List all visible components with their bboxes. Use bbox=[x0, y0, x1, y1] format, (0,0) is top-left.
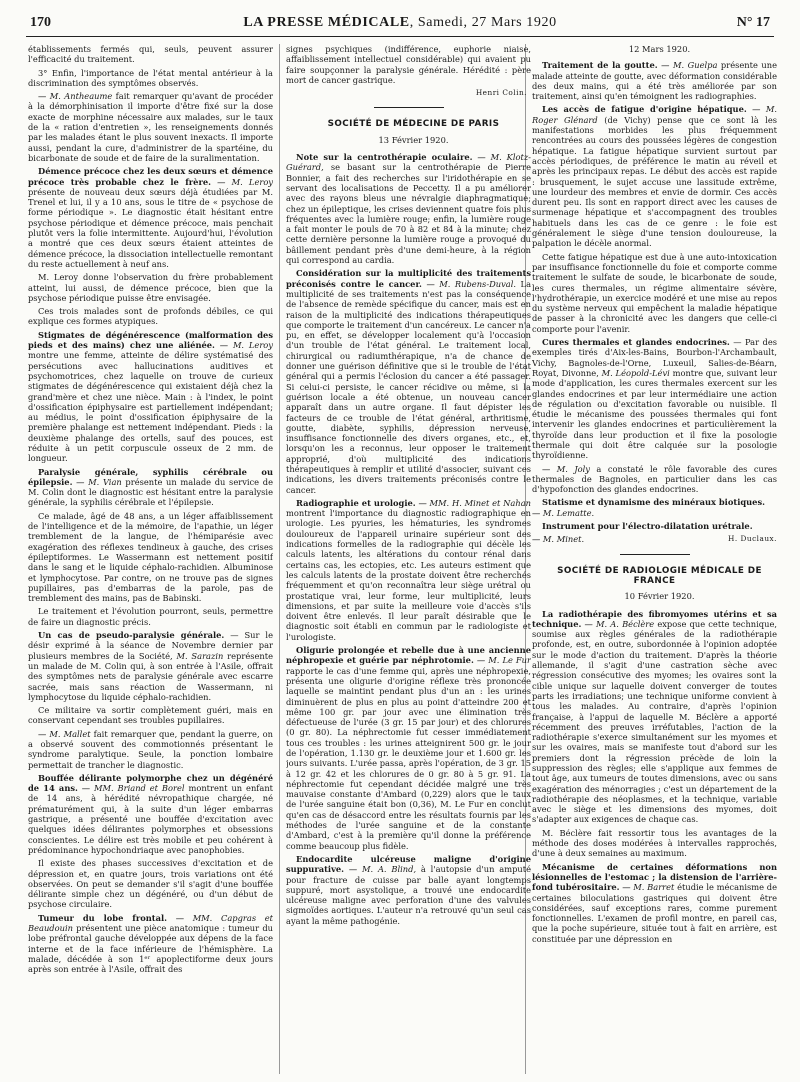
paragraph-text: rapporte le cas d'une femme qui, après une néphropexie, présenta une oligurie d'origine réflexe très prononcée laquelle se maintint pendant plus d'un an : les urines diminuèrent de plus en plus au point d'atteindre 200 et même 100 gr. par jour avec une élimination très défectueuse de l'urée (3 gr. 15 par jour) et des chlorures (0 gr. 80). La néphrectomie fut cesser immédiatement tous ces troubles : les urines atteignirent 500 gr. le jour de l'opération, 1.130 gr. le deuxième jour et 1.600 gr. les jours suivants. L'urée passa, après l'opération, de 3 gr. 15 à 12 gr. 42 et les chlorures de 0 gr. 80 à 5 gr. 91. La néphrectomie fut cependant décidée malgré une très mauvaise constante d'Ambard (0,229) alors que le taux de l'urée sanguine était bon (0,36), M. Le Fur en conclut qu'en cas de désaccord entre les résultats fournis par les méthodes de l'urée sanguine et de la constante d'Ambard, c'est à la première qu'il donne la préférence comme beaucoup plus fidèle. bbox=[286, 665, 531, 851]
communication-title: Instrument pour l'électro-dilatation urétrale. bbox=[542, 521, 753, 532]
communication-title: Cures thermales et glandes endocrines. bbox=[542, 337, 730, 348]
communication bbox=[532, 60, 777, 101]
paragraph-text: — Sur le désir exprimé à la séance de Novembre dernier par plusieurs membres de la Société, bbox=[28, 630, 273, 661]
author-name: — M. Guelpa bbox=[657, 60, 718, 71]
paragraph-text: montre une femme, atteinte de délire systématisé des persécutions avec hallucinations auditives et psychomotrices, chez laquelle on trouve de curieux stigmates de dégénérescence qui existaient déjà chez la grand'mère et chez une nièce. Main : à l'index, le point d'ossification épiphysaire est partiellement indépendant; au médius, le point d'ossification épiphysaire de la première phalange est nettement indépendant. Pieds : la deuxième phalange des ortells, sauf des pouces, est réduite à un petit corpuscule osseux de 2 mm. de longueur. bbox=[28, 350, 273, 464]
author-name: M. Léopold-Lévi bbox=[601, 367, 670, 378]
paragraph: Il existe des phases successives d'excitation et de dépression et, en quatre jours, trois variations ont été observées. On peut se demander s'il s'agit d'une bouffée délirante simple chez un dégénéré, ou d'un début de psychose circulaire. bbox=[28, 858, 273, 910]
author-name: M. Sarazin bbox=[176, 650, 224, 661]
communication-title: Bouffée délirante polymorphe chez un dégénéré de 14 ans. bbox=[28, 772, 273, 794]
section-rule bbox=[374, 107, 444, 108]
communication-title: Endocardite ulcéreuse maligne d'origine suppurative. bbox=[286, 853, 531, 875]
paragraph: 3° Enfin, l'importance de l'état mental antérieur à la discrimination des symptômes observés. bbox=[28, 67, 273, 88]
signature-line bbox=[532, 534, 777, 544]
column-left bbox=[28, 44, 273, 1074]
session-date: 10 Février 1920. bbox=[624, 591, 695, 602]
paragraph-text: présente un malade du service de M. Colin dont le diagnostic est hésitant entre la paralysie générale, la syphilis cérébrale et l'épilepsie. bbox=[28, 476, 273, 508]
column-right bbox=[532, 44, 777, 1074]
running-title bbox=[26, 15, 774, 31]
author-name: — MM. Capgras et Beaudouin bbox=[28, 912, 273, 934]
author-name: — M. Rubens-Duval. bbox=[421, 278, 517, 289]
author-name: — M. Joly bbox=[542, 463, 590, 474]
author-name: — M. Lematte. bbox=[532, 507, 595, 518]
page-number: 170 bbox=[30, 15, 51, 30]
paragraph-text: présente de nouveau deux sœurs déjà étudiées par M. Trenel et lui, il y a 10 ans, sous le titre de « psychose de forme périodique ». Le diagnostic était hésitant entre psychose périodique et démence précoce, mais penchait plutôt vers la folie intermittente. Aujourd'hui, l'évolution a montré que ces deux sœurs étaient atteintes de démence précoce, la dissociation intellectuelle remontant du reste actuellement à neuf ans. bbox=[28, 186, 273, 269]
paragraph: M. Béclère fait ressortir tous les avantages de la méthode des doses modérées à intervalles rapprochés, d'une à deux semaines au maximum. bbox=[532, 827, 777, 859]
communication bbox=[28, 166, 273, 269]
communication bbox=[532, 521, 777, 531]
section-rule bbox=[620, 554, 690, 555]
author-name: — M. Leroy bbox=[214, 340, 273, 351]
paragraph bbox=[28, 729, 273, 770]
author-name: — M. Mallet bbox=[38, 728, 91, 739]
paragraph-text: se basant sur la centrothérapie de Pierre Bonnier, a fait des recherches sur l'iridothérapie en se servant des localisations de Peccetty. Il a pu améliorer avec des rayons bleus une névralgie diaphragmatique; chez un épileptique, les crises deviennent quatre fois plus fréquentes avec la lumière rouge; enfin, la lumière rouge a fait monter le pouls de 70 à 82 et 84 à la minute; chez cette dernière personne la lumière rouge a provoqué du bâillement pendant près d'une demi-heure, à la région qui correspond au cardia. bbox=[286, 162, 531, 266]
author-name: — MM. H. Minet et Nahan bbox=[415, 497, 531, 508]
communication-title: Tumeur du lobe frontal. bbox=[38, 912, 168, 923]
paragraph-text: fait remarquer qu'avant de procéder à la démorphinisation il importe d'être fixé sur la dose exacte de morphine nécessaire aux malades, sur le taux de la « ration d'entretien », les renseignements donnés par les malades étant le plus souvent inexacts. Il importe aussi, pendant la cure, d'administrer de la spartéine, du bicarbonate de soude et de faire de la suralimentation. bbox=[28, 91, 273, 163]
communication-title: Note sur la centrothérapie oculaire. bbox=[296, 152, 473, 163]
author-name: — M. Leroy bbox=[211, 176, 273, 187]
communication-title: Considération sur la multiplicité des traitements préconisés contre le cancer. bbox=[286, 268, 531, 289]
communication-title: Mécanisme de certaines déformations non lésionnelles de l'estomac ; la distension de l'arrière-fond tubérositaire. bbox=[532, 861, 777, 893]
communication bbox=[286, 645, 531, 851]
communication bbox=[28, 913, 273, 975]
section-heading: SOCIÉTÉ DE MÉDECINE DE PARIS bbox=[327, 119, 500, 130]
column-divider bbox=[279, 44, 280, 1074]
journal-title: LA PRESSE MÉDICALE bbox=[243, 15, 410, 30]
paragraph: signes psychiques (indifférence, euphorie niaise, affaiblissement intellectuel considérable) qui avaient pu faire soupçonner la paralysie générale. Hérédité : père mort de cancer gastrique. bbox=[286, 44, 531, 85]
paragraph bbox=[532, 464, 777, 495]
communication-title: Démence précoce chez les deux sœurs et démence précoce très probable chez le frère. bbox=[28, 166, 273, 187]
communication-title: Radiographie et urologie. bbox=[296, 497, 416, 508]
author-name: — M. Vian bbox=[72, 476, 122, 487]
paragraph-text: présentent une pièce anatomique : tumeur du lobe préfrontal gauche développée aux dépens de la face interne et de la face inférieure de l'hémisphère. La malade, décédée à son 1ᵉʳ apoplectiforme deux jours après son entrée à l'Asile, offrait des bbox=[28, 923, 273, 975]
paragraph: Cette fatigue hépatique est due à une auto-intoxication par insuffisance fonctionnelle du foie et comporte comme traitement le sulfate de soude, le bicarbonate de soude, les cures thermales, un régime alimentaire sévère, l'hydrothérapie, un exercice modéré et une mise au repos du système nerveux qui empêchent la maladie hépatique de passer à la chronicité avec les dangers que celle-ci comporte pour l'avenir. bbox=[532, 251, 777, 334]
paragraph: établissements fermés qui, seuls, peuvent assurer l'efficacité du traitement. bbox=[28, 44, 273, 65]
paragraph-text: présente une malade atteinte de goutte, avec déformation considérable des deux mains, qui a été très améliorée par son traitement, ainsi qu'en témoignent les radiographies. bbox=[532, 60, 777, 102]
author-name: — M. Barret bbox=[619, 882, 675, 893]
section-heading: SOCIÉTÉ DE RADIOLOGIE MÉDICALE DE FRANCE bbox=[557, 565, 762, 586]
paragraph-text: montrent un enfant de 14 ans, à hérédité névropathique chargée, né prématurément qui, à la suite d'un léger embarras gastrique, a présenté une bouffée d'excitation avec quelques idées délirantes polymorphes et obsessions conscientes. Le délire est très mobile et peu cohérent à prédominance hypochondriaque avec panophobies. bbox=[28, 783, 273, 855]
paragraph-text: La multiplicité de ses traitements n'est pas la conséquence de l'absence de remède spécifique du cancer, mais est en raison de la multiplicité des indications thérapeutiques que comporte le traitement d'un cancéreux. Le cancer n'a pu, en effet, se développer localement qu'à l'occasion d'un trouble de l'état général. Le traitement local, chirurgical ou radiumthérapique, n'a de chance de donner une guérison définitive que si le trouble de l'état général qui a permis l'éclosion du cancer a été passager. Si celui-ci persiste, le cancer récidive ou même, si la guérison locale a été obtenue, un nouveau cancer apparaît dans un autre organe. Il faut dépister les facteurs de ce trouble de l'état général, arthritisme, goutte, diabète, syphilis, dépression nerveuse, insuffisance fonctionnelle des divers organes, etc., et, lorsqu'on les a reconnus, leur opposer le traitement approprié, d'où multiplicité des indications thérapeutiques à remplir et utilité d'associer, suivant ces indications, les divers traitements préconisés contre le cancer. bbox=[286, 278, 531, 495]
paragraph: Ces trois malades sont de profonds débiles, ce qui explique ces formes atypiques. bbox=[28, 306, 273, 327]
communication-title: Statisme et dynamisme des minéraux biotiques. bbox=[542, 497, 766, 508]
session-date: 12 Mars 1920. bbox=[628, 44, 691, 54]
author-name: — M. Klotz-Guérard, bbox=[286, 152, 531, 173]
author-name: — MM. Briand et Borel bbox=[77, 783, 185, 794]
paragraph-text: expose que cette technique, soumise aux règles générales de la radiothérapie profonde, est, en outre, subordonnée à l'opinion adoptée sur le mode d'action du traitement. D'après la théorie allemande, il s'agit d'une castration sèche avec régression consécutive des myomes; les ovaires sont la cible unique sur laquelle doivent converger de toutes parts les irradiations; une technique uniforme convient à tous les malades. Au contraire, d'après l'opinion française, à l'appui de laquelle M. Béclère a apporté récemment des preuves irréfutables, l'action de la radiothérapie s'exerce simultanément sur les myomes et sur les ovaires, mais se manifeste tout d'abord sur les premiers dont la régression précède de loin la suppression des règles; elle s'applique aux femmes de tout âge, aux tumeurs de toutes dimensions, avec ou sans exagération des ménorragies ; c'est un département de la radiothérapie des néoplasmes, et la technique, variable avec le siège et les dimensions des myomes, doit s'adapter aux exigences de chaque cas. bbox=[532, 618, 777, 825]
communication-title: Traitement de la goutte. bbox=[542, 60, 658, 71]
communication bbox=[28, 773, 273, 855]
paragraph-text: — Par des exemples tirés d'Aix-les-Bains, Bourbon-l'Archambault, Vichy, Bagnoles-de-l'Orne, Luxeuil, Salies-de-Béarn, Royat, Divonne, bbox=[532, 337, 777, 378]
paragraph: M. Leroy donne l'observation du frère probablement atteint, lui aussi, de démence précoce, bien que la psychose périodique puisse être envisagée. bbox=[28, 272, 273, 303]
paragraph-text: (de Vichy) pense que ce sont là les manifestations morbides les plus fréquemment rencontrées au cours des poussées légères de congestion hépatique. La fatigue hépatique survient surtout par accès périodiques, de préférence le matin au réveil et après les principaux repas. Le début des accès est rapide : brusquement, le sujet accuse une lassitude extrême, une lourdeur des membres et envie de dormir. Ces accès durent peu. Ils sont en rapport direct avec les causes de surmenage hépatique et s'accompagnent des troubles habituels dans les cas de ce genre : le foie est généralement le siège d'une tension douloureuse, la palpation le décèle anormal. bbox=[532, 114, 777, 249]
signature: Henri Colin. bbox=[475, 88, 527, 98]
communication bbox=[286, 152, 531, 265]
communication bbox=[286, 854, 531, 926]
paragraph-text: représente un malade de M. Colin qui, à son entrée à l'Asile, offrait des symptômes nets de paralysie générale avec escarre sacrée, mais sans réaction de Wassermann, ni lymphocytose du liquide céphalo-rachidien. bbox=[28, 650, 273, 702]
paragraph: Ce malade, âgé de 48 ans, a un léger affaiblissement de l'intelligence et de la mémoire, de l'apathie, un léger tremblement de la langue, de l'hémiparésie avec exagération des réflexes tendineux à gauche, des crises épileptiformes. Le Wassermann est nettement positif dans le sang et le liquide céphalo-rachidien. Albuminose et lymphocytose. Par contre, on ne trouve pas de signes pupillaires, pas d'embarras de la parole, pas de tremblement des mains, pas de Babinski. bbox=[28, 510, 273, 604]
communication bbox=[532, 862, 777, 944]
author-name: — M. A. Béclère bbox=[581, 618, 655, 629]
communication bbox=[286, 268, 531, 495]
communication bbox=[28, 630, 273, 702]
paragraph: Le traitement et l'évolution pourront, seuls, permettre de faire un diagnostic précis. bbox=[28, 606, 273, 627]
communication bbox=[532, 497, 777, 518]
paragraph-text: fait remarquer que, pendant la guerre, on a observé souvent des commotionnés présentant le syndrome paralytique. Seule, la ponction lombaire permettait de trancher le diagnostic. bbox=[28, 728, 273, 770]
communication bbox=[28, 330, 273, 464]
author-name: — M. Minet. bbox=[532, 534, 585, 545]
signature: H. Duclaux. bbox=[728, 534, 777, 544]
paragraph bbox=[28, 91, 273, 163]
issue-date: , Samedi, 27 Mars 1920 bbox=[409, 15, 557, 30]
page-header bbox=[26, 14, 774, 37]
author-name: — M. Roger Glénard bbox=[532, 104, 777, 125]
communication-title: Un cas de pseudo-paralysie générale. bbox=[38, 630, 225, 641]
communication-title: Paralysie générale, syphilis cérébrale ou épilepsie. bbox=[28, 466, 273, 487]
paragraph-text: à l'autopsie d'un amputé pour fracture de cuisse par balle ayant longtemps suppuré, mort asystolique, a trouvé une endocardite ulcéreuse maligne avec perforation d'une des valvules sigmoïdes aortiques. L'auteur n'a retrouvé qu'un seul cas ayant la même pathogénie. bbox=[286, 864, 531, 926]
paragraph-text: montre que, suivant leur mode d'application, les cures thermales exercent sur les glandes endocrines et par leur intermédiaire une action de régulation ou d'excitation favorable ou nuisible. Il étudie le mécanisme des poussées thermales qui font intervenir les glandes endocrines et particulièrement la thyroïde dans leur production et il fixe la posologie thermale qui doit être calquée sur la posologie thyroïdienne. bbox=[532, 367, 777, 461]
communication-title: Stigmates de dégénérescence (malformation des pieds et des mains) chez une aliénée. bbox=[28, 329, 273, 351]
author-name: — M. Le Fur bbox=[473, 655, 531, 666]
paragraph-text: montrent l'importance du diagnostic radiographique en urologie. Les pyuries, les hématuries, les syndromes douloureux de l'appareil urinaire supérieur sont des indications formelles de la radiographie qui décèle les calculs latents, les altérations du contour rénal dans certains cas, les ectopies, etc. Les auteurs estiment que les calculs latents de la prostate doivent être recherchés fréquemment et qu'on reconnaîtra leur siège urétral ou prostatique vrai, leur forme, leur multiplicité, leurs dimensions, et par suite la meilleure voie d'accès s'ils doivent être enlevés. Il leur paraît désirable que le diagnostic soit établi en commun par le radiologiste et l'urologiste. bbox=[286, 508, 531, 642]
communication bbox=[28, 467, 273, 508]
communication bbox=[532, 609, 777, 825]
paragraph-text: a constaté le rôle favorable des cures thermales de Bagnoles, en particulier dans les cas d'hypofonction des glandes endocrines. bbox=[532, 463, 777, 495]
communication-title: Les accès de fatigue d'origine hépatique. bbox=[542, 104, 747, 115]
author-name: — M. Antheaume bbox=[38, 91, 113, 102]
session-date: 13 Février 1920. bbox=[378, 134, 449, 145]
issue-number: N° 17 bbox=[736, 15, 770, 30]
communication-title: La radiothérapie des fibromyomes utérins et sa technique. bbox=[532, 608, 777, 629]
paragraph-text: étudie le mécanisme de certaines biloculations gastriques qui doivent être considérées, sauf exceptions rares, comme purement fonctionnelles. L'examen de profil montre, en pareil cas, que la poche supérieure, située tout à fait en arrière, est constituée par une dépression en bbox=[532, 882, 777, 944]
paragraph: Ce militaire va sortir complètement guéri, mais en conservant cependant ses troubles pupillaires. bbox=[28, 705, 273, 726]
communication bbox=[532, 104, 777, 248]
communication bbox=[532, 337, 777, 461]
communication-title: Oligurie prolongée et rebelle due à une ancienne néphropexie et guérie par néphrotomie. bbox=[286, 645, 531, 666]
column-middle bbox=[286, 44, 531, 1074]
author-name: — M. A. Blind, bbox=[344, 864, 417, 875]
communication bbox=[286, 498, 531, 642]
